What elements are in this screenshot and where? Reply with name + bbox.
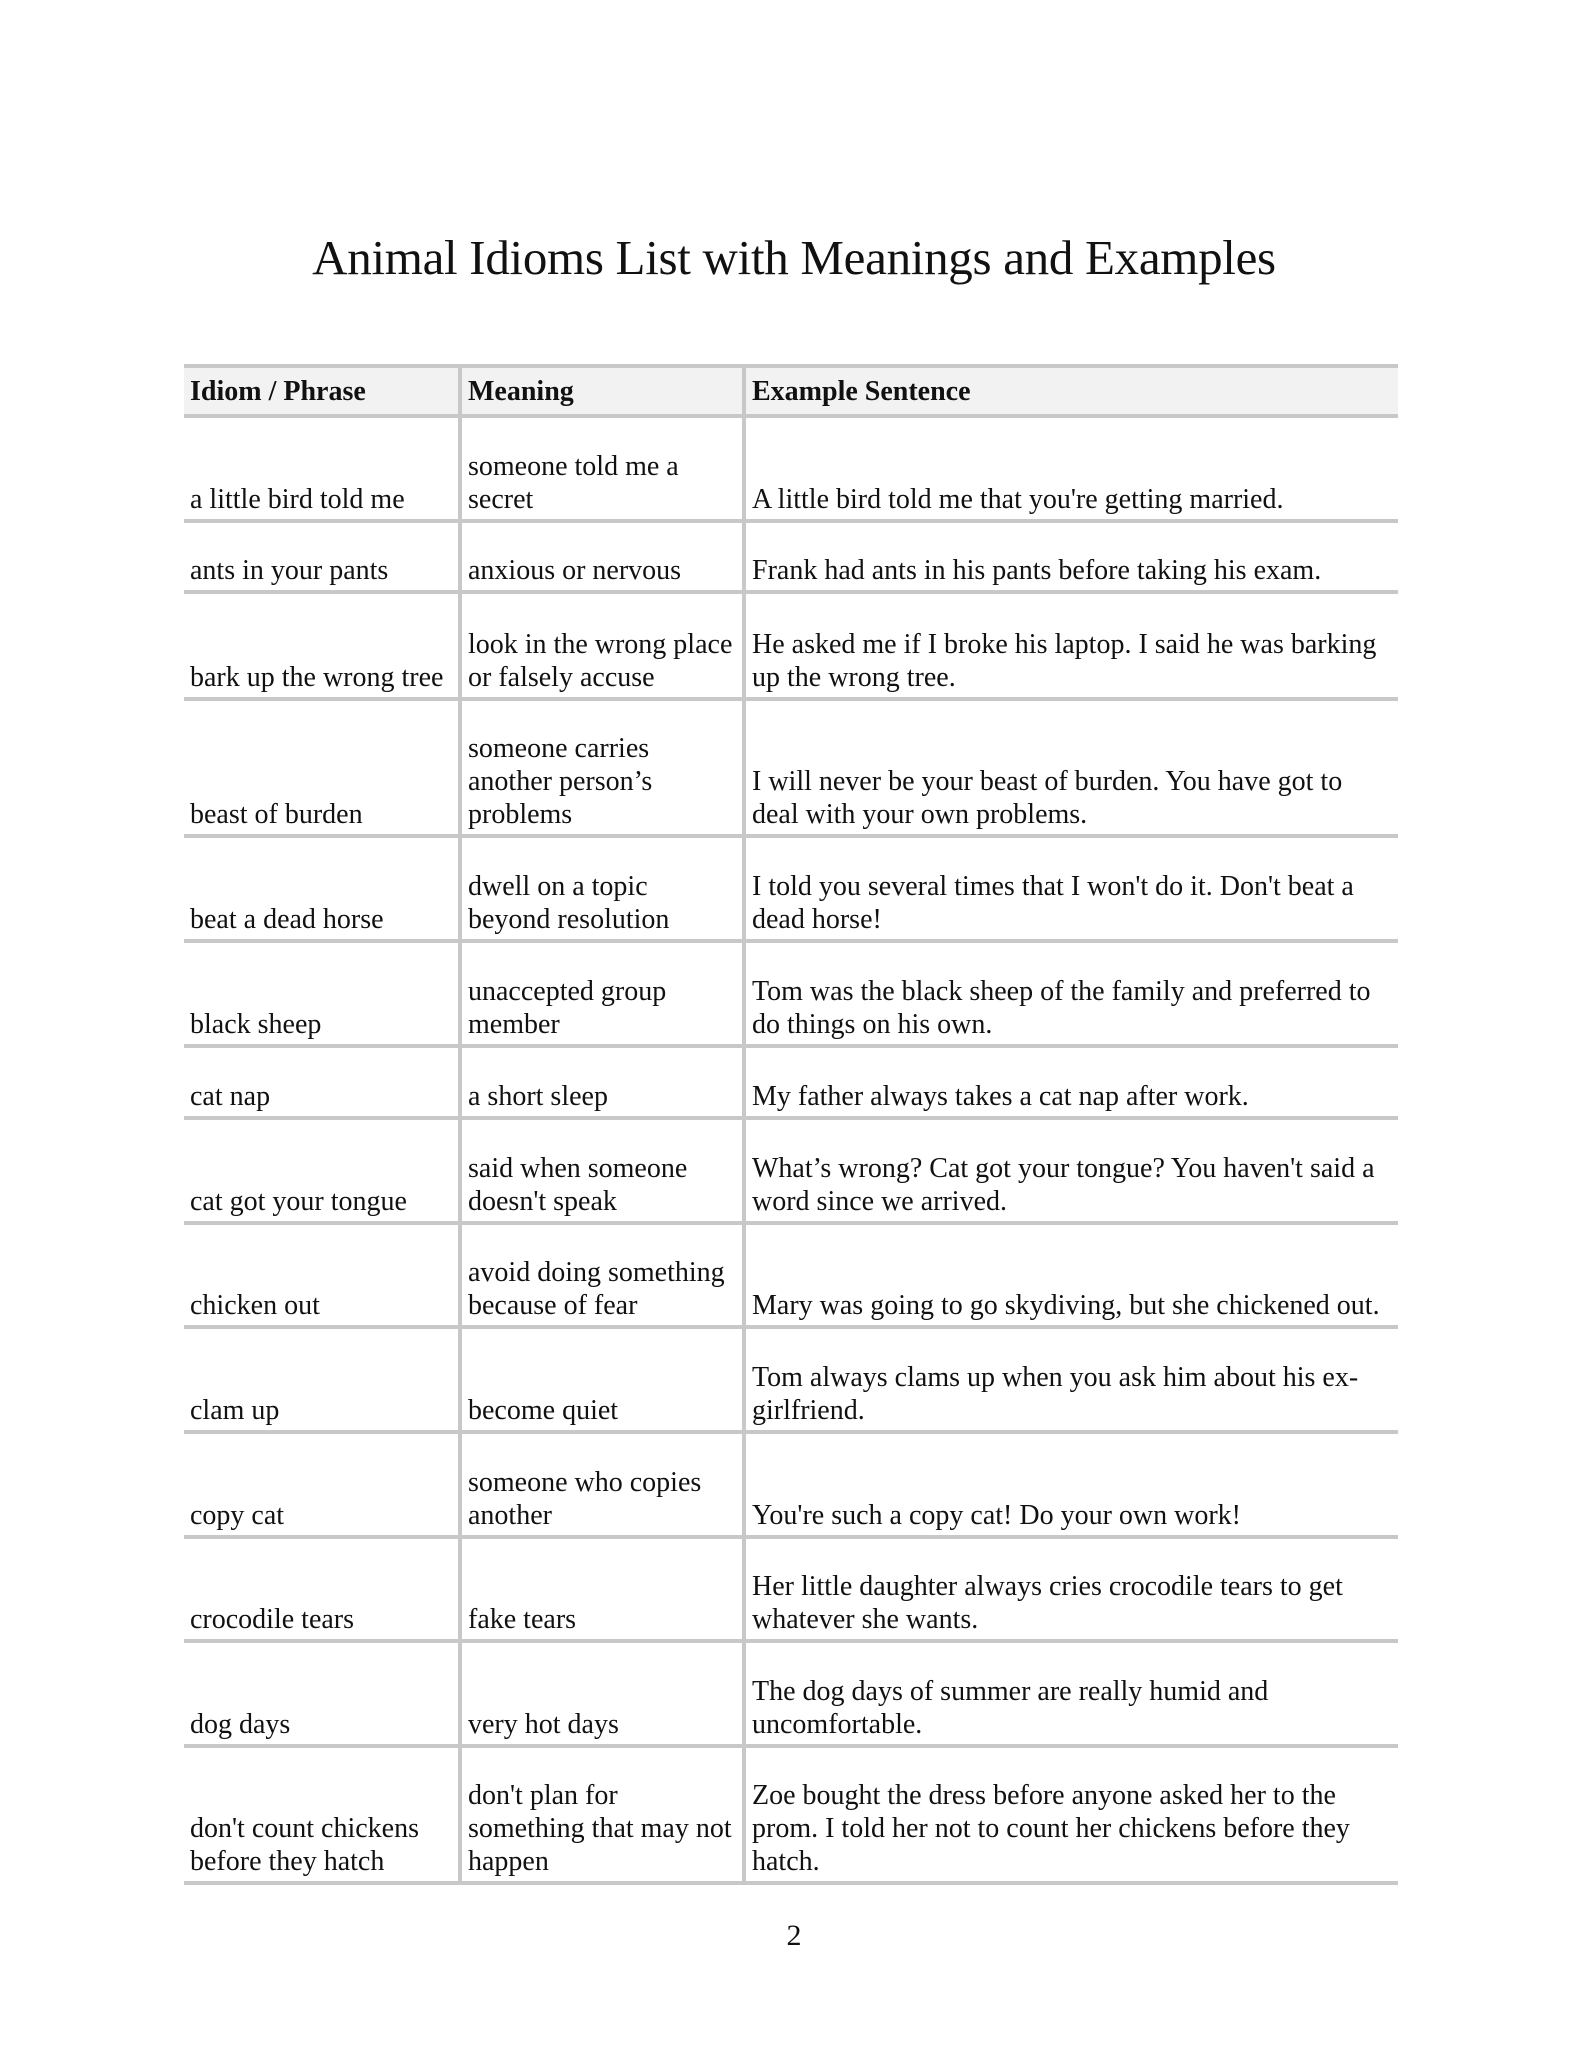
page-title: Animal Idioms List with Meanings and Examples: [312, 230, 1276, 285]
example-cell: You're such a copy cat! Do your own work!: [742, 1434, 1398, 1539]
idiom-cell: crocodile tears: [184, 1539, 458, 1643]
idiom-cell: don't count chickens before they hatch: [184, 1748, 458, 1885]
meaning-cell: a short sleep: [458, 1048, 742, 1120]
example-cell: Mary was going to go skydiving, but she chickened out.: [742, 1225, 1398, 1329]
meaning-cell: become quiet: [458, 1329, 742, 1434]
example-cell: The dog days of summer are really humid and uncomfortable.: [742, 1643, 1398, 1748]
example-cell: What’s wrong? Cat got your tongue? You haven't said a word since we arrived.: [742, 1120, 1398, 1225]
example-cell: A little bird told me that you're getting married.: [742, 418, 1398, 523]
example-cell: Tom always clams up when you ask him about his ex-girlfriend.: [742, 1329, 1398, 1434]
example-cell: I will never be your beast of burden. You have got to deal with your own problems.: [742, 701, 1398, 838]
idiom-cell: chicken out: [184, 1225, 458, 1329]
example-cell: Frank had ants in his pants before taking his exam.: [742, 523, 1398, 594]
header-example: Example Sentence: [742, 364, 1398, 418]
idiom-cell: a little bird told me: [184, 418, 458, 523]
table-row: [184, 594, 1398, 701]
idiom-cell: copy cat: [184, 1434, 458, 1539]
table-row: [184, 1748, 1398, 1885]
meaning-cell: don't plan for something that may not happen: [458, 1748, 742, 1885]
idiom-cell: black sheep: [184, 943, 458, 1048]
meaning-cell: dwell on a topic beyond resolution: [458, 838, 742, 943]
meaning-cell: someone carries another person’s problems: [458, 701, 742, 838]
idiom-cell: beast of burden: [184, 701, 458, 838]
idiom-cell: bark up the wrong tree: [184, 594, 458, 701]
page-number: 2: [786, 1919, 802, 1952]
table-row: [184, 1048, 1398, 1120]
meaning-cell: said when someone doesn't speak: [458, 1120, 742, 1225]
idiom-cell: clam up: [184, 1329, 458, 1434]
meaning-cell: someone who copies another: [458, 1434, 742, 1539]
table-row: [184, 1643, 1398, 1748]
example-cell: Her little daughter always cries crocodile tears to get whatever she wants.: [742, 1539, 1398, 1643]
meaning-cell: fake tears: [458, 1539, 742, 1643]
idiom-cell: cat nap: [184, 1048, 458, 1120]
table-row: [184, 943, 1398, 1048]
table-header-row: [184, 364, 1398, 418]
table-row: [184, 838, 1398, 943]
idiom-cell: ants in your pants: [184, 523, 458, 594]
meaning-cell: look in the wrong place or falsely accuse: [458, 594, 742, 701]
table-row: [184, 1329, 1398, 1434]
idiom-cell: beat a dead horse: [184, 838, 458, 943]
example-cell: He asked me if I broke his laptop. I said he was barking up the wrong tree.: [742, 594, 1398, 701]
example-cell: Zoe bought the dress before anyone asked her to the prom. I told her not to count her chickens before they hatch.: [742, 1748, 1398, 1885]
table-row: [184, 1539, 1398, 1643]
meaning-cell: someone told me a secret: [458, 418, 742, 523]
table-row: [184, 523, 1398, 594]
meaning-cell: avoid doing something because of fear: [458, 1225, 742, 1329]
meaning-cell: unaccepted group member: [458, 943, 742, 1048]
table-row: [184, 1434, 1398, 1539]
table-row: [184, 1120, 1398, 1225]
example-cell: I told you several times that I won't do it. Don't beat a dead horse!: [742, 838, 1398, 943]
idiom-table: [184, 364, 1398, 1885]
meaning-cell: very hot days: [458, 1643, 742, 1748]
header-meaning: Meaning: [458, 364, 742, 418]
idiom-cell: cat got your tongue: [184, 1120, 458, 1225]
header-idiom: Idiom / Phrase: [184, 364, 458, 418]
example-cell: Tom was the black sheep of the family and preferred to do things on his own.: [742, 943, 1398, 1048]
example-cell: My father always takes a cat nap after work.: [742, 1048, 1398, 1120]
idiom-cell: dog days: [184, 1643, 458, 1748]
table-row: [184, 701, 1398, 838]
table-row: [184, 418, 1398, 523]
meaning-cell: anxious or nervous: [458, 523, 742, 594]
table-row: [184, 1225, 1398, 1329]
